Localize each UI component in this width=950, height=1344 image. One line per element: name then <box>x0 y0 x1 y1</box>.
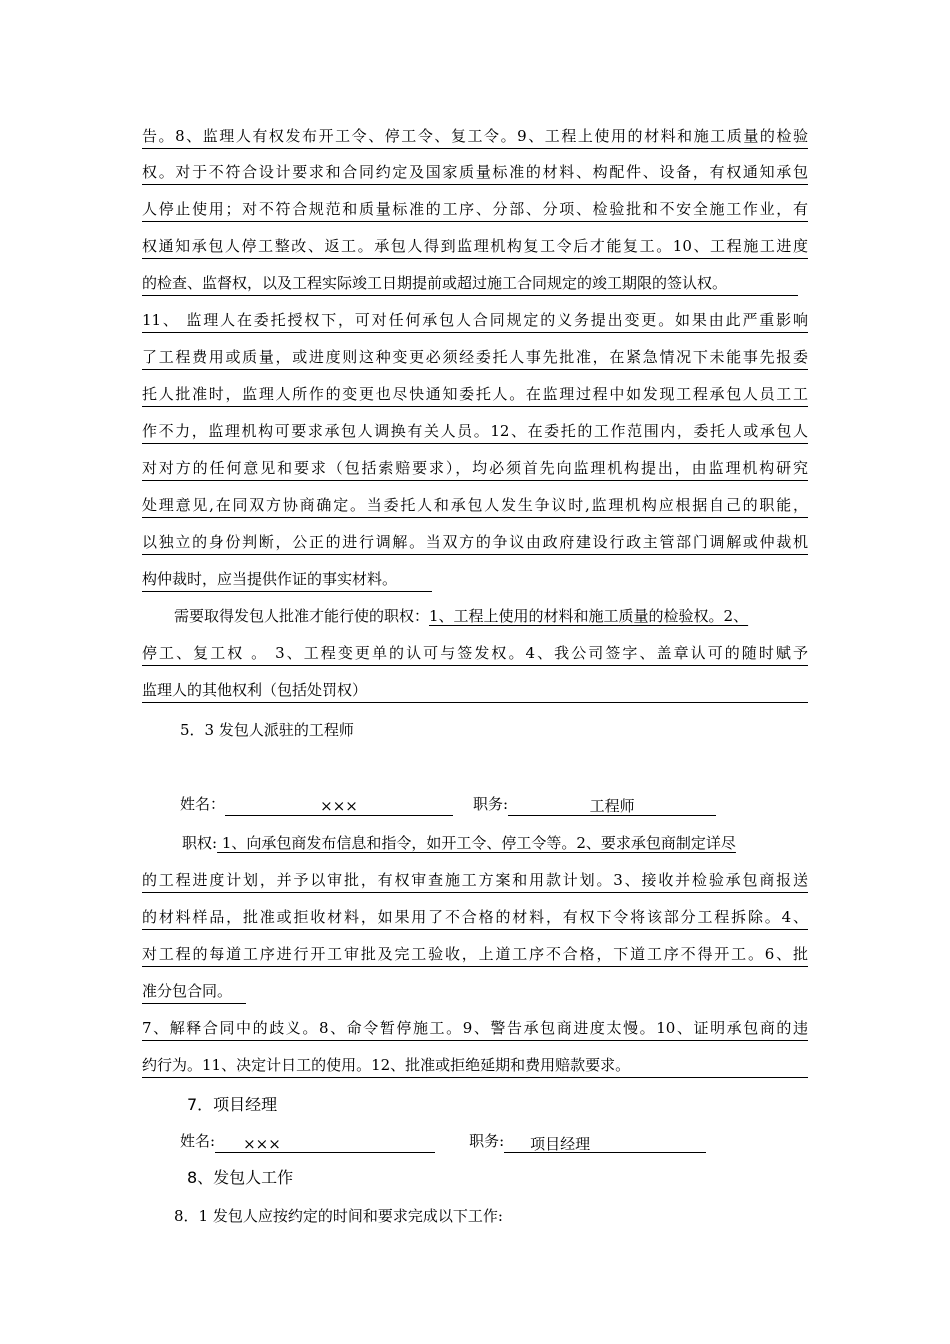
engineer-powers-line-1 <box>142 831 808 855</box>
pm-title-label: 职务: <box>469 1132 505 1150</box>
pm-info-row <box>142 1129 808 1153</box>
pm-title-value: 项目经理 <box>504 1133 706 1153</box>
pm-name-label: 姓名: <box>180 1132 216 1150</box>
para1-line-1: 告。8、监理人有权发布开工令、停工令、复工令。9、工程上使用的材料和施工质量的检验 <box>142 124 808 149</box>
para1-line-5: 的检查、监督权，以及工程实际竣工日期提前或超过施工合同规定的竣工期限的签认权。 <box>142 271 798 296</box>
engineer-title-value: 工程师 <box>508 795 716 816</box>
para2-line-2: 停工、复工权 。 3、工程变更单的认可与签发权。4、我公司签字、盖章认可的随时赋予 <box>142 641 808 666</box>
para1-line-9: 作不力，监理机构可要求承包人调换有关人员。12、在委托的工作范围内，委托人或承包人 <box>142 419 808 444</box>
para2-value-1: 1、工程上使用的材料和施工质量的检验权。2、 <box>429 607 749 625</box>
para1-line-8: 托人批准时，监理人所作的变更也尽快通知委托人。在监理过程中如发现工程承包人员工工 <box>142 382 808 407</box>
engineer-powers-label: 职权: <box>182 834 218 852</box>
engineer-title-label: 职务: <box>473 795 509 813</box>
para2-label: 需要取得发包人批准才能行使的职权： <box>174 607 430 625</box>
para1-line-10: 对对方的任何意见和要求（包括索赔要求），均必须首先向监理机构提出，由监理机构研究 <box>142 456 808 481</box>
para1-line-13: 构仲裁时，应当提供作证的事实材料。 <box>142 567 432 592</box>
para1-line-6: 11、 监理人在委托授权下，可对任何承包人合同规定的义务提出变更。如果由此严重影响 <box>142 308 808 333</box>
para1-line-7: 了工程费用或质量，或进度则这种变更必须经委托人事先批准，在紧急情况下未能事先报委 <box>142 345 808 370</box>
section-7-title: 7．项目经理 <box>187 1095 278 1114</box>
engineer-powers-line-4: 对工程的每道工序进行开工审批及完工验收，上道工序不合格，下道工序不得开工。6、批 <box>142 942 808 967</box>
para1-line-11: 处理意见,在同双方协商确定。当委托人和承包人发生争议时,监理机构应根据自己的职能， <box>142 493 808 518</box>
engineer-powers-line-3: 的材料样品，批准或拒收材料，如果用了不合格的材料，有权下令将该部分工程拆除。4、 <box>142 905 808 930</box>
section-8-title: 8、发包人工作 <box>187 1168 294 1187</box>
para1-line-4: 权通知承包人停工整改、返工。承包人得到监理机构复工令后才能复工。10、工程施工进度 <box>142 234 808 259</box>
engineer-powers-line-2: 的工程进度计划，并予以审批，有权审查施工方案和用款计划。3、接收并检验承包商报送 <box>142 868 808 893</box>
engineer-powers-line-5: 准分包合同。 <box>142 979 246 1004</box>
engineer-info-row <box>142 792 808 816</box>
engineer-powers-value-1: 1、向承包商发布信息和指令，如开工令、停工令等。2、要求承包商制定详尽 <box>217 834 736 852</box>
section-8-1-text: 8．1 发包人应按约定的时间和要求完成以下工作: <box>174 1207 503 1225</box>
para1-line-3: 人停止使用；对不符合规范和质量标准的工序、分部、分项、检验批和不安全施工作业，有 <box>142 197 808 222</box>
para1-line-12: 以独立的身份判断，公正的进行调解。当双方的争议由政府建设行政主管部门调解或仲裁机 <box>142 530 808 555</box>
para2-line-3: 监理人的其他权利（包括处罚权） <box>142 678 808 703</box>
engineer-powers-line-6: 7、解释合同中的歧义。8、命令暂停施工。9、警告承包商进度太慢。10、证明承包商的违 <box>142 1016 808 1041</box>
para1-line-2: 权。对于不符合设计要求和合同约定及国家质量标准的材料、构配件、设备，有权通知承包 <box>142 160 808 185</box>
engineer-name-label: 姓名： <box>180 795 226 813</box>
pm-name-value: ××× <box>215 1133 435 1153</box>
engineer-powers-line-7: 约行为。11、决定计日工的使用。12、批准或拒绝延期和费用赔款要求。 <box>142 1053 808 1078</box>
engineer-name-value: ××× <box>225 795 453 816</box>
para2-line-1 <box>142 604 808 628</box>
section-5-3-title: 5．3 发包人派驻的工程师 <box>180 721 354 739</box>
